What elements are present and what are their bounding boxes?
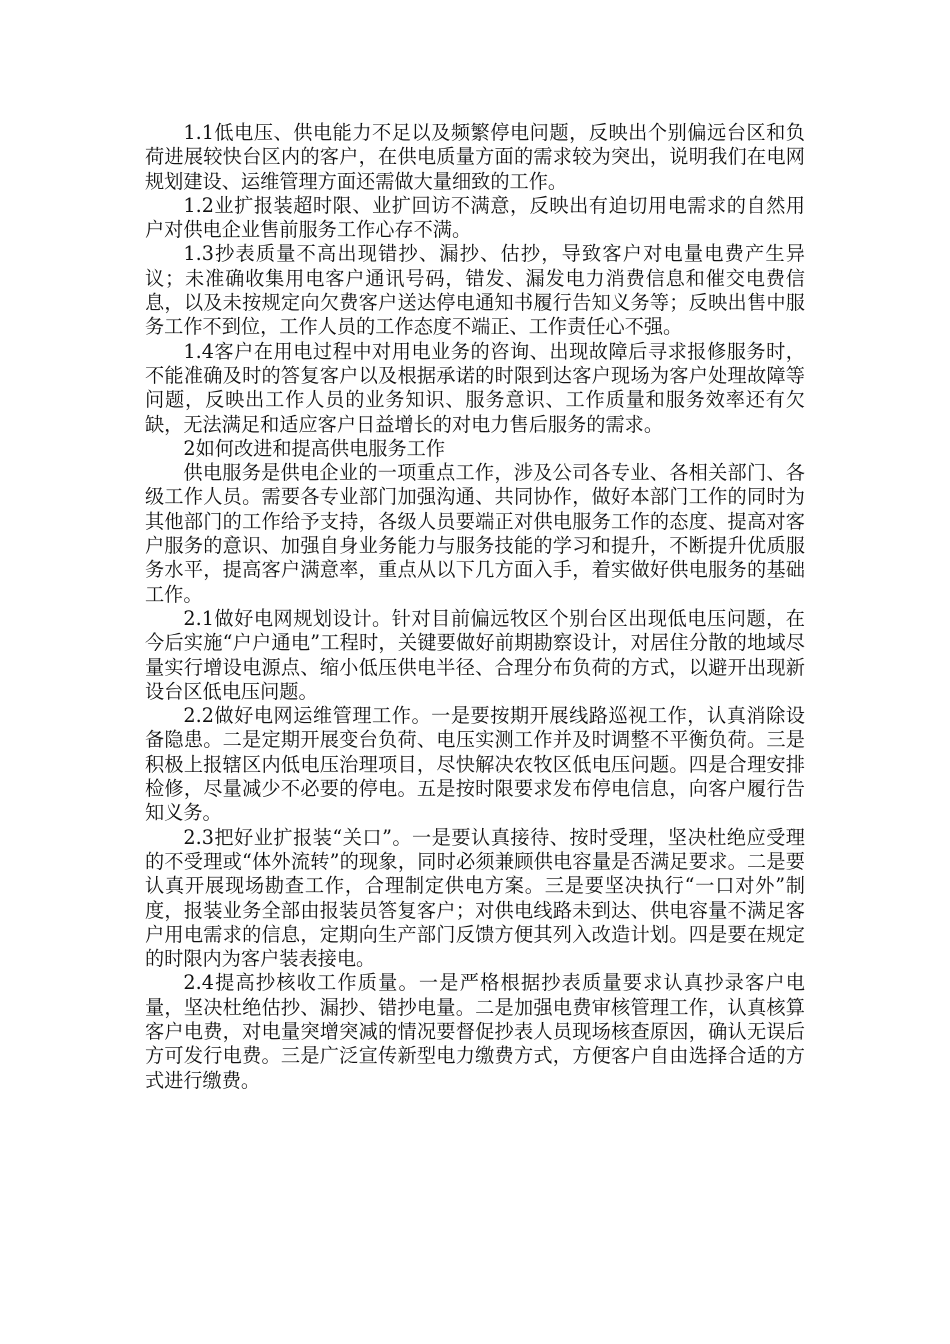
paragraph-1-3: 1.3抄表质量不高出现错抄、漏抄、估抄，导致客户对电量电费产生异议；未准确收集用电客户通讯号码，错发、漏发电力消费信息和催交电费信息，以及未按规定向欠费客户送达停电通知书履行告知义务等；反映出售中服务工作不到位，工作人员的工作态度不端正、工作责任心不强。	[145, 242, 805, 339]
paragraph-2-intro: 供电服务是供电企业的一项重点工作，涉及公司各专业、各相关部门、各级工作人员。需要各专业部门加强沟通、共同协作，做好本部门工作的同时为其他部门的工作给予支持，各级人员要端正对供电服务工作的态度、提高对客户服务的意识、加强自身业务能力与服务技能的学习和提升，不断提升优质服务水平，提高客户满意率，重点从以下几方面入手，着实做好供电服务的基础工作。	[145, 461, 805, 606]
paragraph-1-4: 1.4客户在用电过程中对用电业务的咨询、出现故障后寻求报修服务时，不能准确及时的答复客户以及根据承诺的时限到达客户现场为客户处理故障等问题，反映出工作人员的业务知识、服务意识、工作质量和服务效率还有欠缺，无法满足和适应客户日益增长的对电力售后服务的需求。	[145, 339, 805, 436]
paragraph-2-4: 2.4提高抄核收工作质量。一是严格根据抄表质量要求认真抄录客户电量，坚决杜绝估抄、漏抄、错抄电量。二是加强电费审核管理工作，认真核算客户电费，对电量突增突减的情况要督促抄表人员现场核查原因，确认无误后方可发行电费。三是广泛宣传新型电力缴费方式，方便客户自由选择合适的方式进行缴费。	[145, 971, 805, 1092]
paragraph-1-2: 1.2业扩报装超时限、业扩回访不满意，反映出有迫切用电需求的自然用户对供电企业售前服务工作心存不满。	[145, 193, 805, 242]
document-body	[145, 121, 805, 1093]
paragraph-2-2: 2.2做好电网运维管理工作。一是要按期开展线路巡视工作，认真消除设备隐患。二是定期开展变台负荷、电压实测工作并及时调整不平衡负荷。三是积极上报辖区内低电压治理项目，尽快解决农牧区低电压问题。四是合理安排检修，尽量减少不必要的停电。五是按时限要求发布停电信息，向客户履行告知义务。	[145, 704, 805, 825]
paragraph-1-1: 1.1低电压、供电能力不足以及频繁停电问题，反映出个别偏远台区和负荷进展较快台区内的客户，在供电质量方面的需求较为突出，说明我们在电网规划建设、运维管理方面还需做大量细致的工作。	[145, 121, 805, 193]
paragraph-2-1: 2.1做好电网规划设计。针对目前偏远牧区个别台区出现低电压问题，在今后实施“户户通电”工程时，关键要做好前期勘察设计，对居住分散的地域尽量实行增设电源点、缩小低压供电半径、合理分布负荷的方式，以避开出现新设台区低电压问题。	[145, 606, 805, 703]
section-heading-2: 2如何改进和提高供电服务工作	[183, 436, 446, 460]
paragraph-2-3: 2.3把好业扩报装“关口”。一是要认真接待、按时受理，坚决杜绝应受理的不受理或“体外流转”的现象，同时必须兼顾供电容量是否满足要求。二是要认真开展现场勘查工作，合理制定供电方案。三是要坚决执行“一口对外”制度，报装业务全部由报装员答复客户；对供电线路未到达、供电容量不满足客户用电需求的信息，定期向生产部门反馈方便其列入改造计划。四是要在规定的时限内为客户装表接电。	[145, 825, 805, 971]
